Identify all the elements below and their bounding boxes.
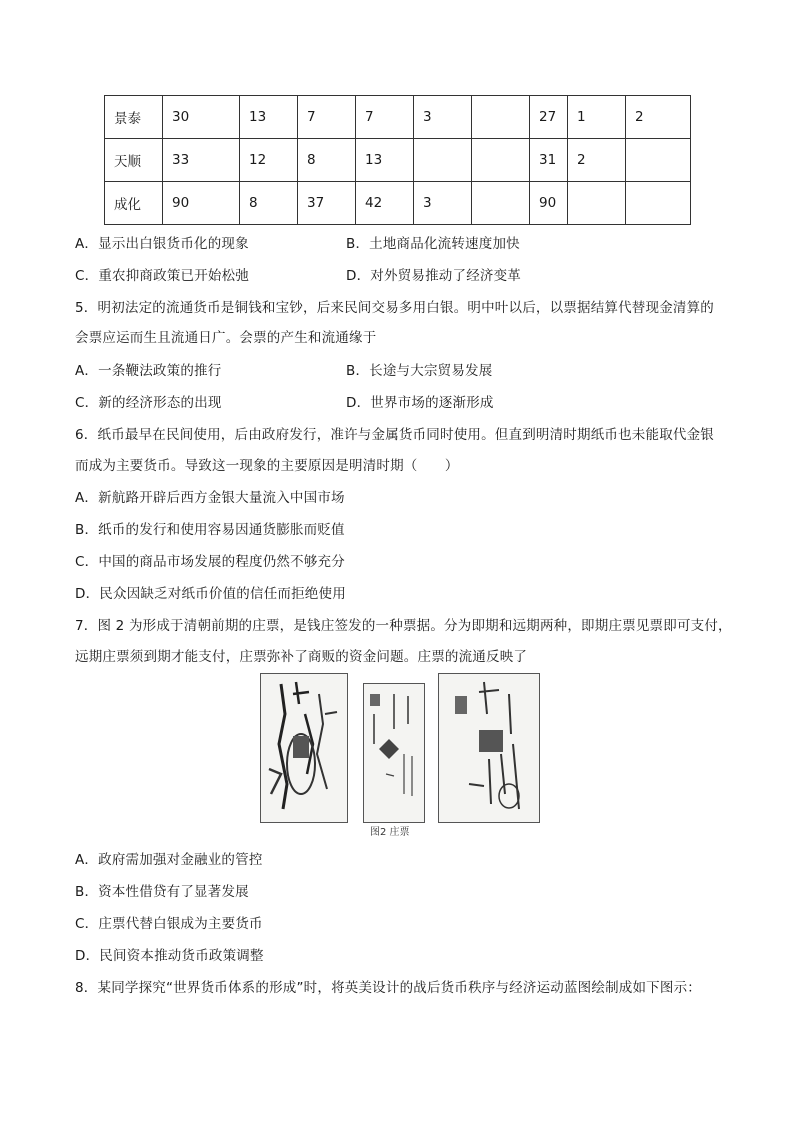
- table-cell: 3: [414, 96, 472, 139]
- question-6-stem: 6．纸币最早在民间使用，后由政府发行，准许与金属货币同时使用。但直到明清时期纸币也未能取代金银: [75, 427, 714, 443]
- table-cell: 30: [163, 96, 240, 139]
- question-8-stem: 8．某同学探究“世界货币体系的形成”时，将英美设计的战后货币秩序与经济运动蓝图绘制成如下图示：: [75, 980, 701, 996]
- table-cell: 3: [414, 182, 472, 225]
- figure-caption: 图2 庄票: [370, 827, 410, 838]
- table-cell: 31: [530, 139, 568, 182]
- table-cell: 8: [240, 182, 298, 225]
- table-cell: [568, 182, 626, 225]
- table-cell: [472, 182, 530, 225]
- zhuangpiao-figure: [260, 673, 540, 837]
- table-cell: 1: [568, 96, 626, 139]
- table-cell: 42: [356, 182, 414, 225]
- table-cell: 8: [298, 139, 356, 182]
- option-b[interactable]: B．资本性借贷有了显著发展: [75, 884, 249, 900]
- table-cell: 成化: [105, 182, 163, 225]
- table-row: [105, 182, 691, 225]
- option-a[interactable]: A．一条鞭法政策的推行: [75, 363, 222, 379]
- table-cell: [414, 139, 472, 182]
- option-a[interactable]: A．政府需加强对金融业的管控: [75, 852, 263, 868]
- option-b[interactable]: B．长途与大宗贸易发展: [346, 363, 493, 379]
- table-cell: 27: [530, 96, 568, 139]
- question-6-stem-cont: 而成为主要货币。导致这一现象的主要原因是明清时期（ ）: [75, 458, 459, 474]
- table-row: [105, 139, 691, 182]
- option-d[interactable]: D．对外贸易推动了经济变革: [346, 268, 521, 284]
- table-cell: 2: [626, 96, 691, 139]
- question-7-stem: 7．图 2 为形成于清朝前期的庄票，是钱庄签发的一种票据。分为即期和远期两种，即期庄票见票即可支付，: [75, 618, 732, 634]
- option-d[interactable]: D．民间资本推动货币政策调整: [75, 948, 264, 964]
- option-d[interactable]: D．世界市场的逐渐形成: [346, 395, 494, 411]
- option-c[interactable]: C．庄票代替白银成为主要货币: [75, 916, 263, 932]
- table-cell: [472, 139, 530, 182]
- table-cell: 37: [298, 182, 356, 225]
- table-cell: 7: [356, 96, 414, 139]
- question-7-stem-cont: 远期庄票须到期才能支付，庄票弥补了商贩的资金问题。庄票的流通反映了: [75, 649, 528, 665]
- question-5-stem-cont: 会票应运而生且流通日广。会票的产生和流通缘于: [75, 330, 377, 346]
- option-b[interactable]: B．纸币的发行和使用容易因通货膨胀而贬值: [75, 522, 345, 538]
- table-cell: 2: [568, 139, 626, 182]
- option-c[interactable]: C．中国的商品市场发展的程度仍然不够充分: [75, 554, 345, 570]
- table-cell: 7: [298, 96, 356, 139]
- question-5-stem: 5．明初法定的流通货币是铜钱和宝钞，后来民间交易多用白银。明中叶以后，以票据结算代替现金清算的: [75, 300, 714, 316]
- data-table: [104, 95, 691, 225]
- option-a[interactable]: A．新航路开辟后西方金银大量流入中国市场: [75, 490, 345, 506]
- table-cell: 天顺: [105, 139, 163, 182]
- option-d[interactable]: D．民众因缺乏对纸币价值的信任而拒绝使用: [75, 586, 346, 602]
- option-b[interactable]: B．土地商品化流转速度加快: [346, 236, 520, 252]
- table-cell: 90: [163, 182, 240, 225]
- table-cell: 90: [530, 182, 568, 225]
- table-row: [105, 96, 691, 139]
- banknote-image: [363, 683, 425, 823]
- option-c[interactable]: C．重农抑商政策已开始松弛: [75, 268, 250, 284]
- table-cell: [626, 182, 691, 225]
- table-cell: 12: [240, 139, 298, 182]
- banknote-image: [260, 673, 348, 823]
- option-c[interactable]: C．新的经济形态的出现: [75, 395, 222, 411]
- table-cell: 13: [240, 96, 298, 139]
- table-cell: 景泰: [105, 96, 163, 139]
- table-cell: [626, 139, 691, 182]
- table-cell: 13: [356, 139, 414, 182]
- table-cell: 33: [163, 139, 240, 182]
- option-a[interactable]: A．显示出白银货币化的现象: [75, 236, 249, 252]
- table-cell: [472, 96, 530, 139]
- banknote-image: [438, 673, 540, 823]
